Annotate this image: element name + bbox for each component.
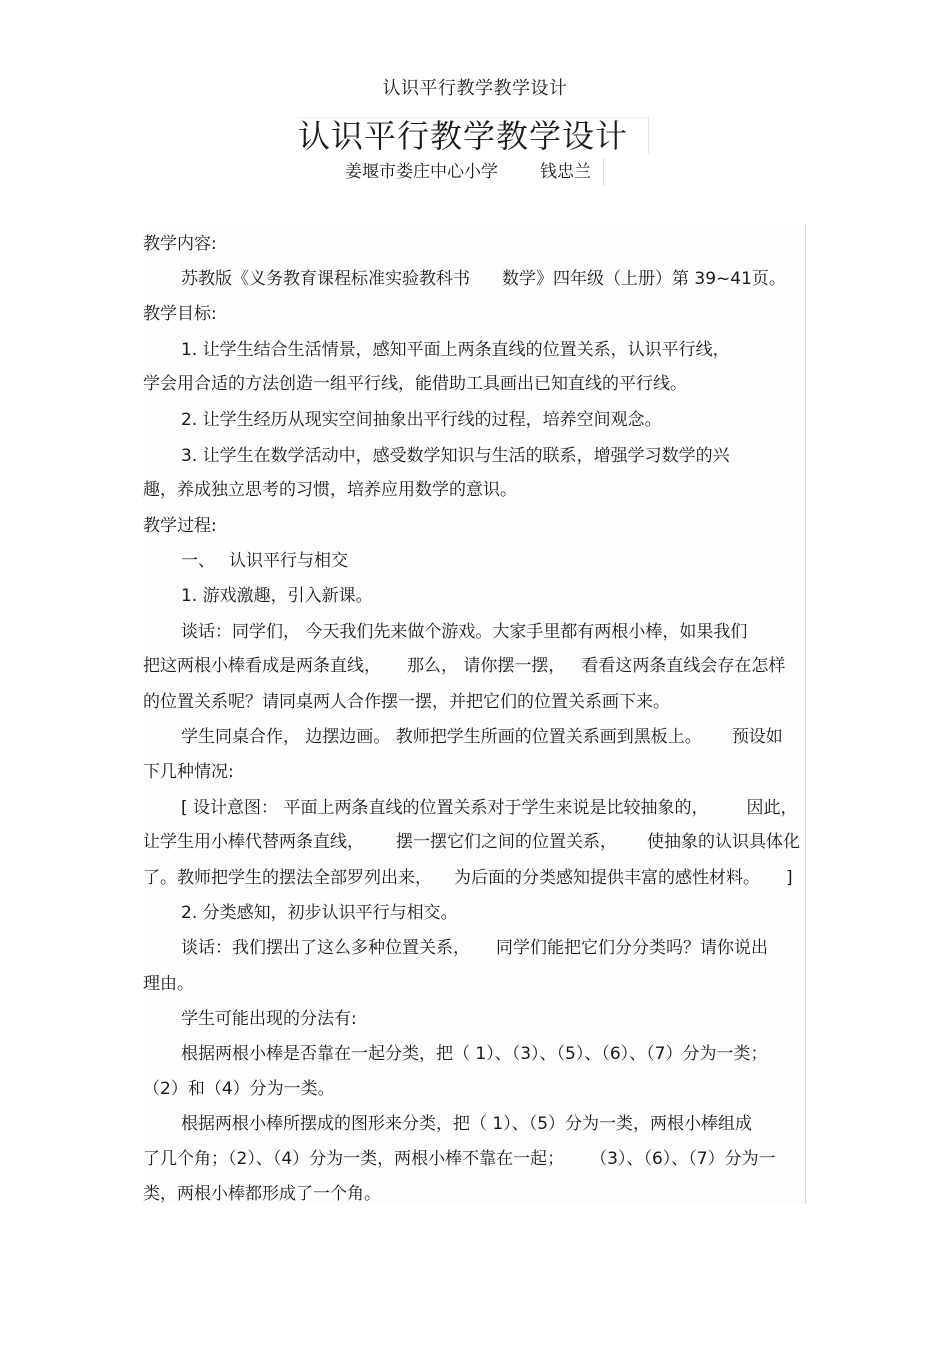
paragraph-line: 2. 分类感知，初步认识平行与相交。 <box>181 903 458 923</box>
text-span: 同学们能把它们分分类吗？请你说出 <box>496 938 768 958</box>
paragraph-line: （2）和（4）分为一类。 <box>143 1079 335 1099</box>
paragraph-line <box>143 866 813 890</box>
paragraph-line: 下几种情况: <box>143 762 234 782</box>
paragraph-line: 学会用合适的方法创造一组平行线，能借助工具画出已知直线的平行线。 <box>143 374 687 394</box>
paragraph-line: 趣，养成独立思考的习惯，培养应用数学的意识。 <box>143 480 517 500</box>
paragraph-line: 理由。 <box>143 974 194 994</box>
paragraph-line <box>143 830 813 854</box>
paragraph-line <box>143 1147 813 1171</box>
text-span: 那么， 请你摆一摆， <box>407 656 566 676</box>
running-header: 认识平行教学教学设计 <box>382 78 568 99</box>
text-span: 让学生用小棒代替两条直线， <box>143 832 364 852</box>
text-span: 数学》四年级（上册）第 39~41页。 <box>502 269 786 289</box>
text-span: 谈话：我们摆出了这么多种位置关系， <box>181 938 470 958</box>
text-span: 因此， <box>746 798 798 818</box>
paragraph-line: 3. 让学生在数学活动中，感受数学知识与生活的联系，增强学习数学的兴 <box>181 446 730 466</box>
subsection-heading <box>181 549 851 573</box>
section-heading-content: 教学内容: <box>143 234 217 254</box>
paragraph-line <box>181 796 851 820</box>
author-name: 钱忠兰 <box>540 162 591 182</box>
text-span: 一、 <box>181 551 215 571</box>
text-span: ] <box>786 868 793 888</box>
text-span: [ 设计意图： 平面上两条直线的位置关系对于学生来说是比较抽象的， <box>181 798 709 818</box>
paragraph-line <box>181 936 851 960</box>
text-span: 预设如 <box>731 727 783 747</box>
text-span: 认识平行与相交 <box>229 551 348 571</box>
paragraph-line <box>143 654 813 678</box>
paragraph-line: 1. 让学生结合生活情景，感知平面上两条直线的位置关系，认识平行线， <box>181 340 730 360</box>
text-span: 看看这两条直线会存在怎样 <box>581 656 786 676</box>
paragraph-line: 的位置关系呢？请同桌两人合作摆一摆，并把它们的位置关系画下来。 <box>143 692 670 712</box>
paragraph-line: 类，两根小棒都形成了一个角。 <box>143 1184 381 1204</box>
school-name: 姜堰市娄庄中心小学 <box>345 162 498 182</box>
section-heading-process: 教学过程: <box>143 516 217 536</box>
document-body <box>143 224 806 1204</box>
section-heading-goals: 教学目标: <box>143 304 217 324</box>
paragraph-line: 学生可能出现的分法有: <box>181 1009 357 1029</box>
paragraph-line: 1. 游戏激趣，引入新课。 <box>181 586 373 606</box>
paragraph-line: 谈话：同学们， 今天我们先来做个游戏。大家手里都有两根小棒，如果我们 <box>181 622 748 642</box>
paragraph-line: 根据两根小棒是否靠在一起分类，把（ 1）、（3）、（5）、（6）、（7）分为一类； <box>181 1044 768 1064</box>
text-span: （3）、（6）、（7）分为一 <box>590 1149 776 1169</box>
paragraph-line <box>181 725 851 749</box>
text-span: 摆一摆它们之间的位置关系， <box>396 832 617 852</box>
text-span: 了几个角；（2）、（4）分为一类，两根小棒不靠在一起； <box>143 1149 565 1169</box>
document-title: 认识平行教学教学设计 <box>298 117 649 154</box>
byline <box>345 158 604 186</box>
paragraph-line: 根据两根小棒所摆成的图形来分类，把（ 1）、（5）分为一类，两根小棒组成 <box>181 1114 753 1134</box>
text-span: 把这两根小棒看成是两条直线， <box>143 656 381 676</box>
text-span: 学生同桌合作， 边摆边画。 教师把学生所画的位置关系画到黑板上。 <box>181 727 702 747</box>
text-span: 为后面的分类感知提供丰富的感性材料。 <box>454 868 760 888</box>
text-span: 使抽象的认识具体化 <box>647 832 800 852</box>
paragraph-line <box>181 267 851 291</box>
text-span: 苏教版《义务教育课程标准实验教科书 <box>181 269 470 289</box>
paragraph-line: 2. 让学生经历从现实空间抽象出平行线的过程，培养空间观念。 <box>181 410 662 430</box>
text-span: 了。教师把学生的摆法全部罗列出来， <box>143 868 432 888</box>
